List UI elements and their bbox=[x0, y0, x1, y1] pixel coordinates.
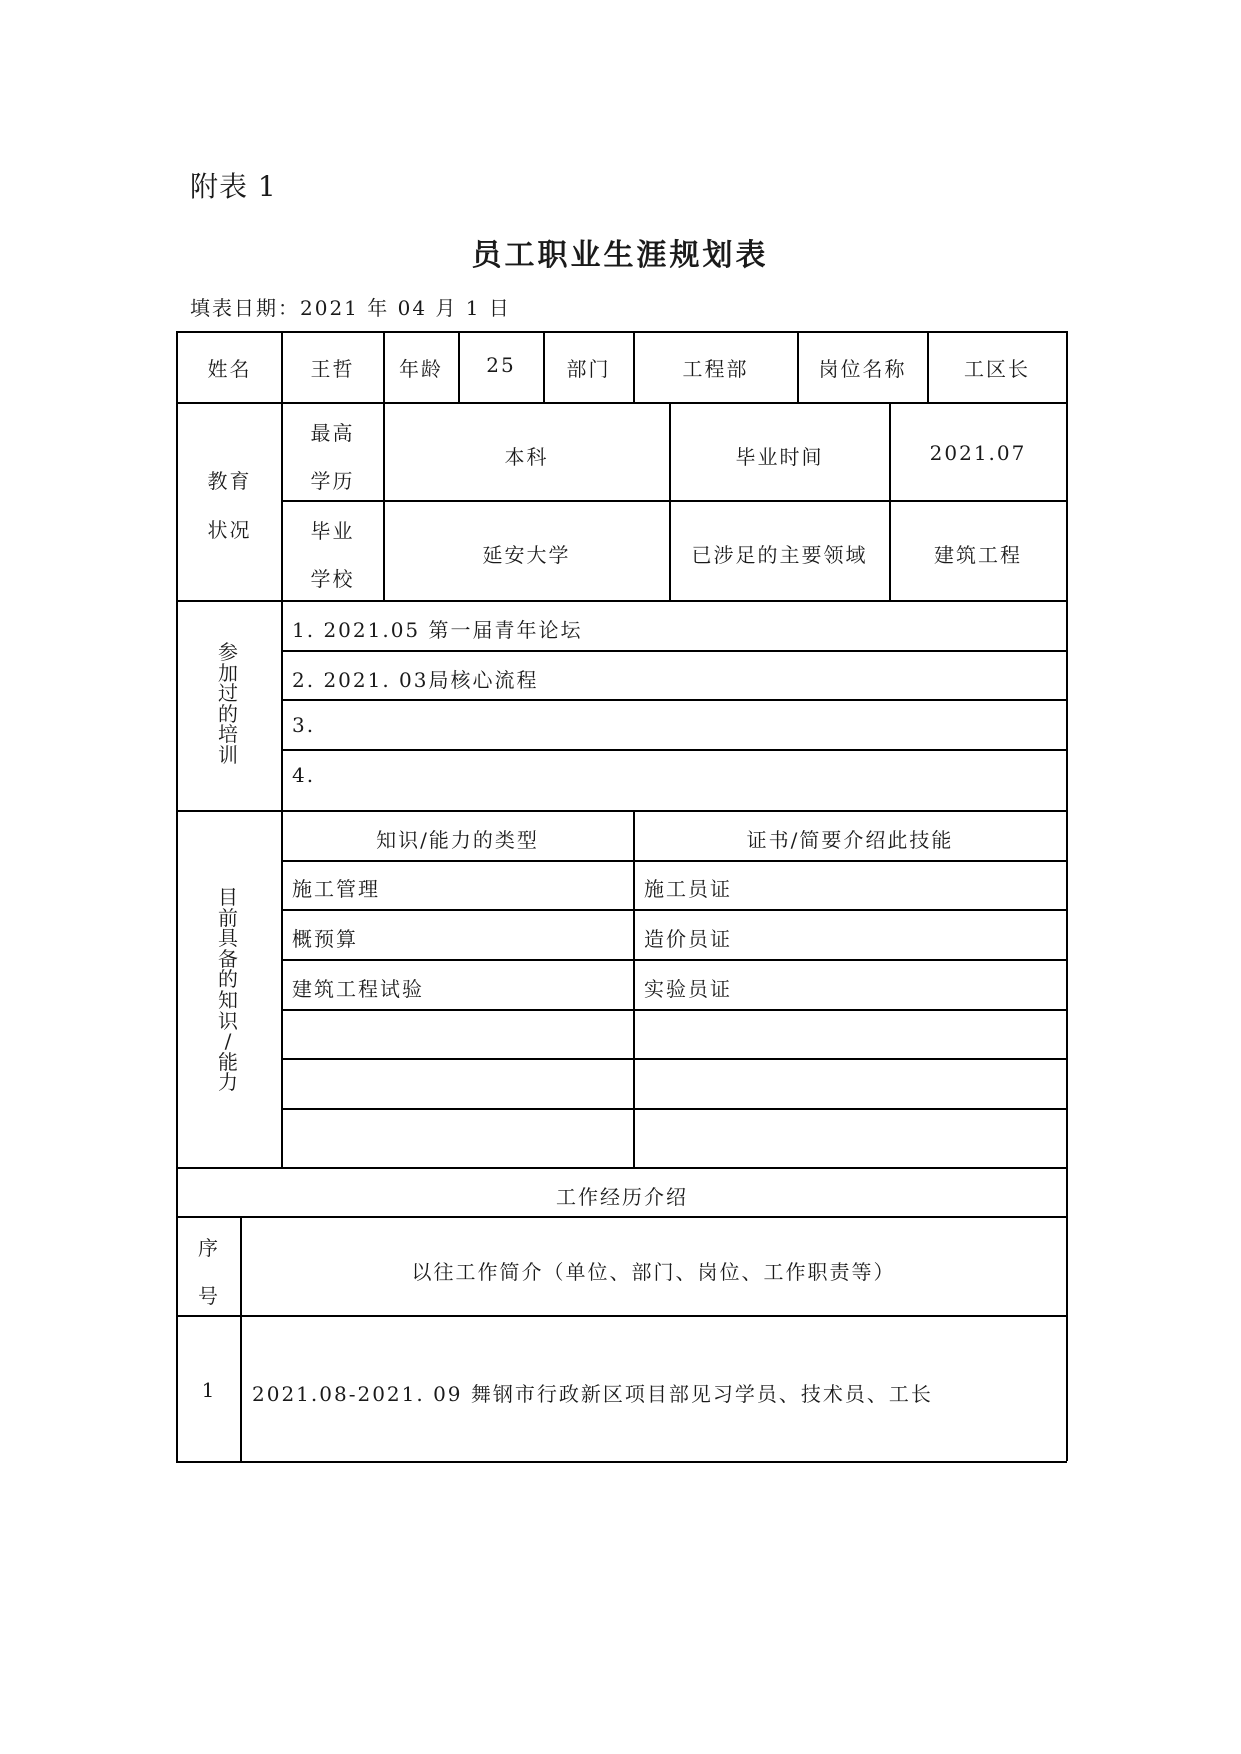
skills-label-char: 前 bbox=[218, 905, 238, 930]
field-value: 建筑工程 bbox=[934, 543, 1022, 567]
skill-cert: 实验员证 bbox=[644, 977, 732, 1001]
skills-label-char: 知 bbox=[218, 987, 238, 1012]
fill-date: 填表日期：2021 年 04 月 1 日 bbox=[190, 296, 511, 320]
skill-type: 概预算 bbox=[292, 927, 358, 951]
skills-label-char: 力 bbox=[218, 1070, 238, 1095]
skill-type: 施工管理 bbox=[292, 877, 380, 901]
degree-label-2: 学历 bbox=[310, 469, 355, 493]
school-label-2: 学校 bbox=[310, 567, 355, 591]
school-label: 毕业 bbox=[310, 519, 355, 543]
skills-label-char: 具 bbox=[218, 926, 238, 951]
skill-cert: 施工员证 bbox=[644, 877, 732, 901]
school-value: 延安大学 bbox=[482, 543, 571, 567]
appendix-label: 附表 1 bbox=[190, 170, 277, 203]
skills-label-char: 备 bbox=[218, 946, 238, 971]
grad-time-value: 2021.07 bbox=[929, 441, 1027, 465]
degree-label: 最高 bbox=[310, 421, 355, 445]
page-title: 员工职业生涯规划表 bbox=[471, 238, 769, 273]
skills-label-char: 的 bbox=[218, 967, 238, 992]
name-value: 王哲 bbox=[310, 357, 355, 381]
seq-label-2: 号 bbox=[198, 1284, 220, 1308]
work-desc-header: 以往工作简介（单位、部门、岗位、工作职责等） bbox=[411, 1260, 896, 1284]
training-section-label bbox=[208, 642, 248, 766]
degree-value: 本科 bbox=[504, 445, 549, 469]
training-item: 4. bbox=[292, 763, 316, 787]
training-label-char: 加 bbox=[218, 660, 238, 685]
post-label: 岗位名称 bbox=[818, 357, 907, 381]
field-label: 已涉足的主要领域 bbox=[691, 543, 868, 567]
dept-label: 部门 bbox=[566, 357, 611, 381]
skills-label-char: 识 bbox=[218, 1008, 238, 1033]
work-seq: 1 bbox=[201, 1378, 217, 1402]
training-label-char: 的 bbox=[218, 701, 238, 726]
age-label: 年龄 bbox=[399, 357, 443, 381]
skill-cert: 造价员证 bbox=[644, 927, 732, 951]
training-item: 3. bbox=[292, 713, 316, 737]
skills-header-cert: 证书/简要介绍此技能 bbox=[746, 828, 954, 852]
training-label-char: 训 bbox=[218, 742, 238, 767]
skills-section-label bbox=[208, 887, 248, 1093]
training-label-char: 培 bbox=[218, 722, 238, 747]
skills-label-char: / bbox=[224, 1029, 232, 1054]
education-section-label-2: 状况 bbox=[207, 518, 252, 542]
skills-label-char: 能 bbox=[218, 1049, 238, 1074]
dept-value: 工程部 bbox=[682, 357, 749, 381]
age-value: 25 bbox=[486, 353, 516, 377]
education-section-label: 教育 bbox=[207, 469, 252, 493]
post-value: 工区长 bbox=[964, 357, 1030, 381]
skills-header-type: 知识/能力的类型 bbox=[376, 828, 539, 852]
work-desc: 2021.08-2021. 09 舞钢市行政新区项目部见习学员、技术员、工长 bbox=[252, 1382, 933, 1406]
skills-label-char: 目 bbox=[218, 885, 238, 909]
skill-type: 建筑工程试验 bbox=[292, 977, 424, 1001]
training-label-char: 参 bbox=[218, 640, 238, 664]
training-item: 1. 2021.05 第一届青年论坛 bbox=[292, 618, 583, 642]
training-item: 2. 2021. 03局核心流程 bbox=[292, 668, 539, 692]
work-section-title: 工作经历介绍 bbox=[556, 1185, 688, 1209]
name-label: 姓名 bbox=[207, 357, 252, 381]
seq-label: 序 bbox=[198, 1236, 220, 1260]
grad-time-label: 毕业时间 bbox=[735, 445, 824, 469]
training-label-char: 过 bbox=[218, 681, 238, 706]
